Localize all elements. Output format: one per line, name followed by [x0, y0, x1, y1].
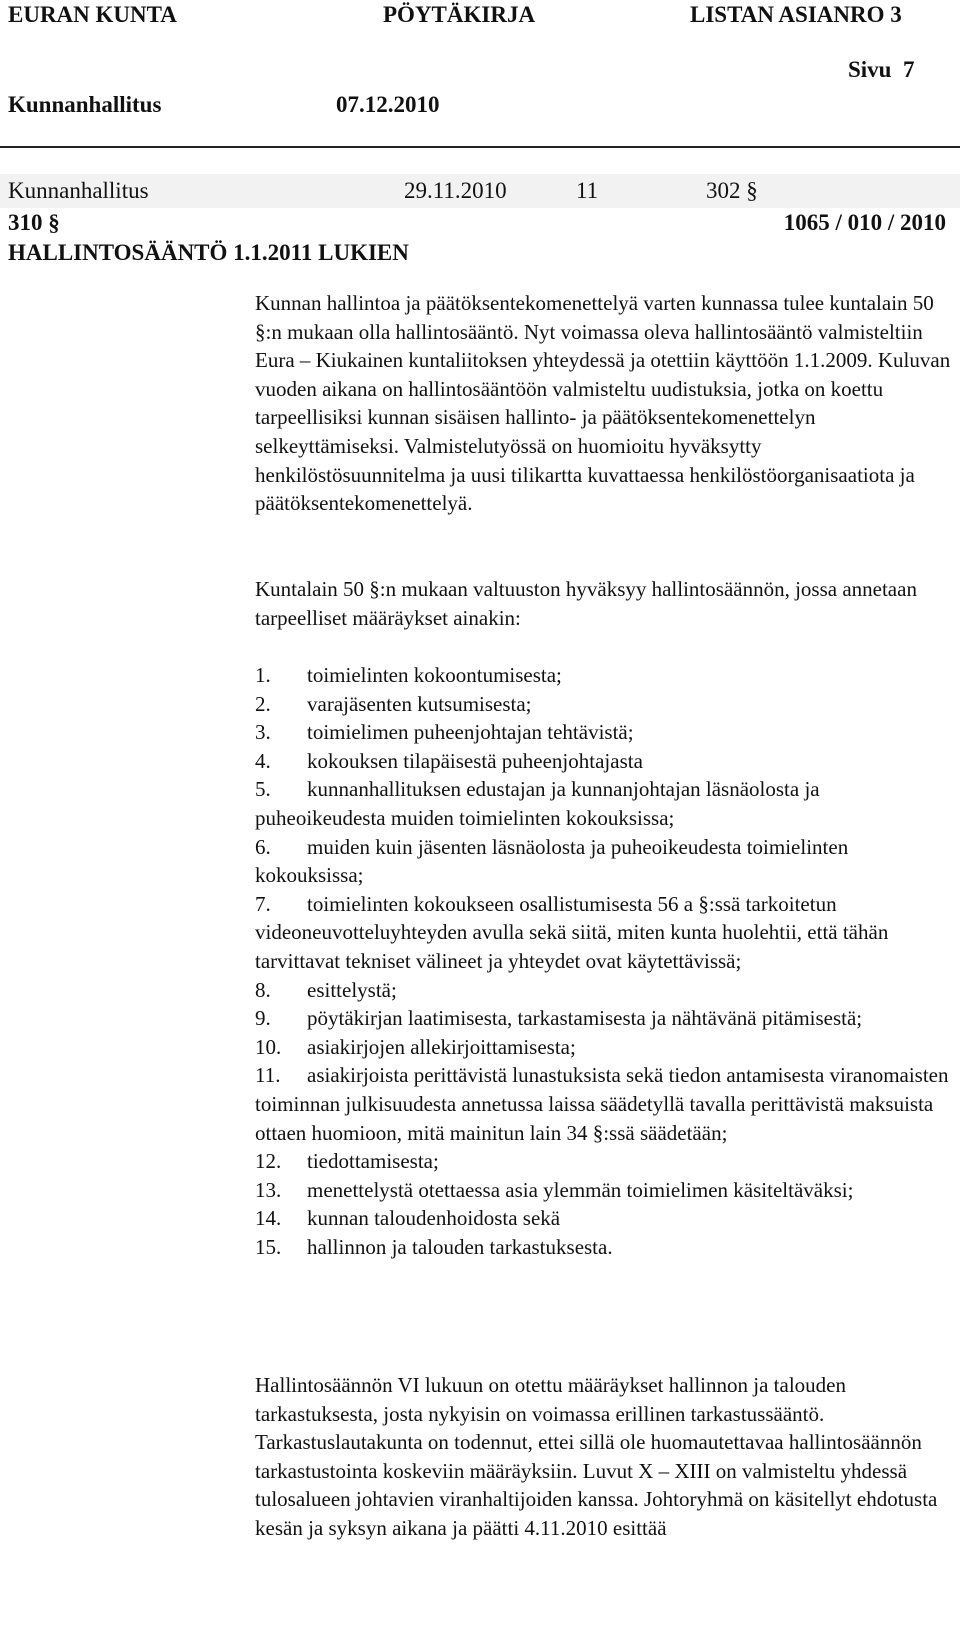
list-item [255, 1204, 955, 1233]
list-item-number: 2. [255, 691, 271, 716]
list-item [255, 976, 955, 1005]
list-item-text: kokouksen tilapäisestä puheenjohtajasta [307, 748, 643, 773]
list-item-text: toimielinten kokoontumisesta; [307, 663, 562, 687]
paragraph-1 [255, 289, 955, 518]
list-item-number: 9. [255, 1006, 271, 1031]
meta-number: 11 [576, 178, 599, 203]
meta-paragraph-number: 302 § [706, 178, 758, 203]
list-item-number: 11. [255, 1063, 281, 1088]
list-item-text: toimielimen puheenjohtajan tehtävistä; [307, 720, 634, 745]
list-item-number: 10. [255, 1034, 282, 1059]
paragraph-1-text: Kunnan hallintoa ja päätöksentekomenettelyä varten kunnassa tulee kuntalain 50 §:n mukaan olla hallintosääntö. Nyt voimassa oleva hallintosääntö valmisteltiin Eura – Kiukainen kuntaliitoksen yhteydessä ja otettiin käyttöön 1.1.2009. Kuluvan vuoden aikana on hallintosääntöön valmisteltu uudistuksia, jotka on koettu tarpeellisiksi kunnan sisäisen hallinto- ja päätöksentekomenettelyn selkeyttämiseksi. Valmistelutyössä on huomioitu hyväksytty henkilöstösuunnitelma ja uusi tilikartta kuvattaessa henkilöstöorganisaatiota ja päätöksentekomenettelyä. [255, 291, 951, 516]
meta-body: Kunnanhallitus [8, 178, 149, 203]
case-title: HALLINTOSÄÄNTÖ 1.1.2011 LUKIEN [8, 240, 409, 265]
list-item-text: asiakirjoista perittävistä lunastuksista sekä tiedon antamisesta viranomaisten toiminnan julkisuudesta annetussa laissa säädetyllä tavalla perittävistä maksuista ottaen huomioon, mitä mainitun lain 34 §:ssä säädetään; [255, 1063, 949, 1145]
list-item-text: kunnan taloudenhoidosta sekä [307, 1206, 561, 1231]
list-item-number: 6. [255, 834, 271, 859]
page-number: Sivu 7 [848, 57, 915, 82]
list-item-text: muiden kuin jäsenten läsnäolosta ja puheoikeudesta toimielinten kokouksissa; [255, 834, 849, 888]
paragraph-2-text: Kuntalain 50 §:n mukaan valtuuston hyväksyy hallintosäännön, jossa annetaan tarpeelliset määräykset ainakin: [255, 577, 917, 630]
list-item-number: 4. [255, 748, 271, 773]
paragraph-2 [255, 575, 955, 632]
list-item-number: LISTAN ASIANRO 3 [690, 2, 902, 27]
list-item-number: 8. [255, 977, 271, 1002]
list-item [255, 1176, 955, 1205]
document-type: PÖYTÄKIRJA [383, 2, 536, 27]
list-item-text: asiakirjojen allekirjoittamisesta; [307, 1034, 576, 1059]
list-item-number: 14. [255, 1206, 282, 1231]
list-item [255, 661, 955, 690]
list-item [255, 690, 955, 719]
list-item-number: 7. [255, 891, 271, 916]
list-item [255, 1147, 955, 1176]
paragraph-3-text: Hallintosäännön VI lukuun on otettu määräykset hallinnon ja talouden tarkastuksesta, josta nykyisin on voimassa erillinen tarkastussääntö. Tarkastuslautakunta on todennut, ettei sillä ole huomautettavaa hallintosäännön tarkastustointa koskeviin määräyksiin. Luvut X – XIII on valmisteltu yhdessä tulosalueen johtavien viranhaltijoiden kanssa. Johtoryhmä on käsitellyt ehdotusta kesän ja syksyn aikana ja päätti 4.11.2010 esittää [255, 1373, 938, 1540]
list-item-number: 12. [255, 1149, 282, 1174]
paragraph-3 [255, 1371, 955, 1543]
header-body: Kunnanhallitus [8, 92, 162, 117]
list-item [255, 890, 955, 976]
list-item-text: kunnanhallituksen edustajan ja kunnanjohtajan läsnäolosta ja puheoikeudesta muiden toimielinten kokouksissa; [255, 777, 820, 830]
list-item-text: esittelystä; [307, 977, 397, 1002]
list-item [255, 718, 955, 747]
list-item-text: tiedottamisesta; [307, 1149, 439, 1174]
list-item-text: varajäsenten kutsumisesta; [307, 691, 532, 716]
meta-date: 29.11.2010 [404, 178, 507, 203]
list-item-number: 13. [255, 1177, 282, 1202]
list-item [255, 775, 955, 832]
list-item-number: 3. [255, 720, 271, 745]
list-item-number: 1. [255, 663, 271, 687]
municipality-name: EURAN KUNTA [8, 2, 177, 27]
list-item [255, 1233, 955, 1262]
list-item [255, 1033, 955, 1062]
requirements-items [255, 661, 955, 1261]
requirements-list [255, 661, 955, 1261]
case-code: 1065 / 010 / 2010 [783, 210, 946, 235]
list-item-text: toimielinten kokoukseen osallistumisesta 56 a §:ssä tarkoitetun videoneuvotteluyhteyden avulla sekä siitä, miten kunta huolehtii, että tähän tarvittavat tekniset välineet ja yhteydet ovat käytettävissä; [255, 891, 889, 973]
list-item-number: 5. [255, 777, 271, 802]
list-item-number: 15. [255, 1234, 282, 1259]
list-item-text: pöytäkirjan laatimisesta, tarkastamisesta ja nähtävänä pitämisestä; [307, 1006, 863, 1031]
list-item [255, 833, 955, 890]
list-item [255, 1061, 955, 1147]
header-divider [0, 146, 960, 148]
list-item-text: hallinnon ja talouden tarkastuksesta. [307, 1234, 613, 1259]
list-item-text: menettelystä otettaessa asia ylemmän toimielimen käsiteltäväksi; [307, 1177, 854, 1202]
list-item [255, 1004, 955, 1033]
list-item [255, 747, 955, 776]
header-date: 07.12.2010 [336, 92, 440, 117]
section-number: 310 § [8, 210, 60, 235]
